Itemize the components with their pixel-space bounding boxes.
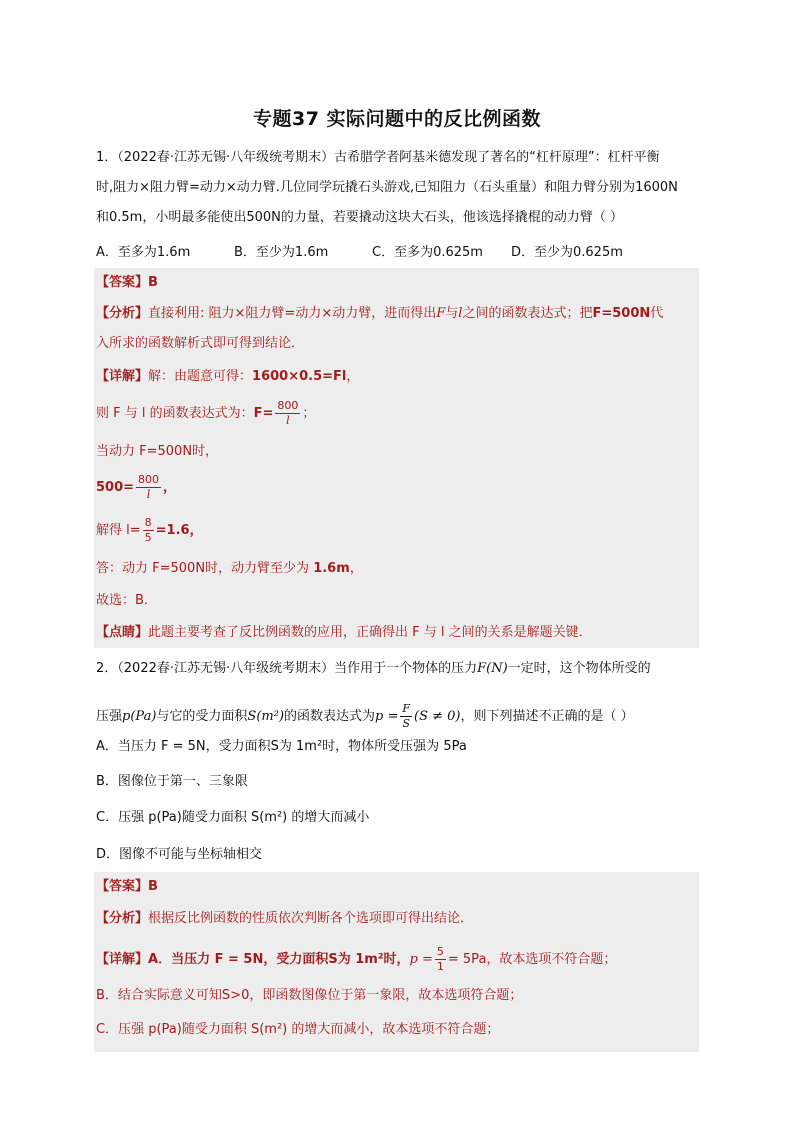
detail-result: 1.6m bbox=[313, 561, 350, 576]
q1-analysis-line-2: 入所求的函数解析式即可得到结论． bbox=[96, 336, 305, 351]
q1-detail-line-4 bbox=[96, 473, 176, 502]
fraction-denominator: S bbox=[402, 717, 410, 730]
q2-formula-lhs: p = bbox=[375, 709, 399, 724]
detail-text: 答：动力 F=500N时，动力臂至少为 bbox=[96, 561, 314, 576]
q2-stem-text: 2．（2022春·江苏无锡·八年级统考期末）当作用于一个物体的压力 bbox=[96, 661, 478, 676]
q1-stem-line-3: 和0.5m，小明最多能使出500N的力量，若要撬动这块大石头，他该选择撬棍的动力臂（ ） bbox=[96, 210, 624, 225]
detail-text: = 5Pa，故本选项不符合题； bbox=[447, 952, 617, 967]
q2-option-d: D．图像不可能与坐标轴相交 bbox=[96, 847, 263, 862]
analysis-text: 直接利用: 阻力×阻力臂=动力×动力臂，进而得出 bbox=[148, 306, 437, 321]
fraction-8-over-5 bbox=[143, 516, 154, 545]
detail-lhs: p = bbox=[409, 952, 433, 967]
q1-detail-line-1 bbox=[96, 368, 359, 386]
detail-equation: 1600×0.5=Fl bbox=[252, 369, 347, 384]
q1-detail-line-7: 故选：B． bbox=[96, 593, 157, 608]
q2-option-b: B．图像位于第一、三象限 bbox=[96, 774, 248, 789]
q2-stem-text: 的函数表达式为 bbox=[284, 709, 376, 724]
q2-pressure-symbol: p(Pa) bbox=[122, 709, 157, 724]
detail-text: ； bbox=[302, 406, 316, 421]
fraction-f-over-s bbox=[400, 702, 412, 731]
fraction-denominator: l bbox=[286, 414, 290, 427]
analysis-tag: 【分析】 bbox=[96, 911, 149, 926]
analysis-text: 根据反比例函数的性质依次判断各个选项即可得出结论． bbox=[148, 911, 474, 926]
q1-analysis-line-1 bbox=[96, 305, 663, 323]
analysis-text: 代 bbox=[650, 306, 664, 321]
q2-stem-text: ，则下列描述不正确的是（ ） bbox=[460, 709, 634, 724]
q1-option-a: A．至多为1.6m bbox=[96, 245, 191, 260]
fraction-5-over-1 bbox=[435, 945, 446, 974]
detail-result: =1.6， bbox=[155, 523, 203, 538]
q2-answer bbox=[96, 878, 158, 896]
fraction-800-over-l bbox=[136, 473, 161, 502]
q2-option-a: A．当压力 F = 5N，受力面积S为 1m²时，物体所受压强为 5Pa bbox=[96, 739, 467, 754]
q2-option-c: C．压强 p(Pa)随受力面积 S(m²) 的增大而减小 bbox=[96, 810, 370, 825]
q2-formula-condition: (S ≠ 0) bbox=[414, 709, 461, 724]
comment-tag: 【点睛】 bbox=[96, 625, 149, 640]
q1-detail-line-6 bbox=[96, 560, 363, 578]
analysis-text: 之间的函数表达式；把 bbox=[462, 306, 593, 321]
q1-detail-line-5 bbox=[96, 516, 203, 545]
analysis-var-l: l bbox=[458, 306, 463, 321]
fraction-numerator: F bbox=[402, 702, 411, 715]
answer-value: B bbox=[148, 879, 158, 894]
q2-stem-text: 与它的受力面积 bbox=[156, 709, 248, 724]
page-title: 专题37 实际问题中的反比例函数 bbox=[252, 108, 542, 130]
fraction-numerator: 800 bbox=[277, 399, 299, 412]
q2-stem-line-1 bbox=[96, 660, 651, 678]
q1-option-c: C．至多为0.625m bbox=[372, 245, 483, 260]
fraction-numerator: 800 bbox=[138, 473, 160, 486]
q2-detail-line-c: C．压强 p(Pa)随受力面积 S(m²) 的增大而减小，故本选项不符合题； bbox=[96, 1022, 500, 1037]
fraction-800-over-l bbox=[275, 399, 300, 428]
analysis-equation: F=500N bbox=[592, 306, 651, 321]
q2-stem-line-2 bbox=[96, 702, 634, 731]
answer-tag: 【答案】 bbox=[96, 275, 149, 290]
detail-lhs: F= bbox=[253, 406, 274, 421]
q1-comment bbox=[96, 624, 592, 642]
q2-detail-line-b: B．结合实际意义可知S>0，即函数图像位于第一象限，故本选项符合题； bbox=[96, 988, 523, 1003]
fraction-denominator: 1 bbox=[436, 960, 444, 973]
detail-text: 解：由题意可得： bbox=[148, 369, 253, 384]
detail-text: ， bbox=[163, 480, 177, 495]
detail-text: 解得 l= bbox=[96, 523, 141, 538]
analysis-text: 与 bbox=[445, 306, 459, 321]
q2-analysis bbox=[96, 910, 473, 928]
q2-area-symbol: S(m²) bbox=[247, 709, 285, 724]
q2-force-symbol: F(N) bbox=[477, 661, 508, 676]
detail-lhs: 500= bbox=[96, 480, 135, 495]
detail-text: A．当压力 F = 5N，受力面积S为 1m²时， bbox=[148, 952, 410, 967]
fraction-denominator: l bbox=[146, 488, 151, 501]
fraction-denominator: 5 bbox=[144, 531, 152, 544]
q1-stem-line-1: 1．（2022春·江苏无锡·八年级统考期末）古希腊学者阿基米德发现了著名的“杠杆原理”：杠杆平衡 bbox=[96, 150, 660, 165]
fraction-numerator: 8 bbox=[144, 516, 152, 529]
analysis-var-f: F bbox=[436, 306, 446, 321]
detail-tag: 【详解】 bbox=[96, 369, 149, 384]
analysis-tag: 【分析】 bbox=[96, 306, 149, 321]
detail-text: 则 F 与 l 的函数表达式为： bbox=[96, 406, 254, 421]
q2-stem-text: 压强 bbox=[96, 709, 123, 724]
detail-text: ， bbox=[349, 561, 363, 576]
answer-value: B bbox=[148, 275, 158, 290]
q1-detail-line-3: 当动力 F=500N时， bbox=[96, 444, 219, 459]
q1-detail-line-2 bbox=[96, 399, 315, 428]
detail-tag: 【详解】 bbox=[96, 952, 149, 967]
detail-text: ， bbox=[346, 369, 360, 384]
fraction-numerator: 5 bbox=[436, 945, 444, 958]
answer-tag: 【答案】 bbox=[96, 879, 149, 894]
q1-answer bbox=[96, 274, 158, 292]
q1-stem-line-2: 时,阻力×阻力臂=动力×动力臂.几位同学玩撬石头游戏,已知阻力（石头重量）和阻力臂分别为1600N bbox=[96, 180, 678, 195]
q2-stem-text: 一定时，这个物体所受的 bbox=[507, 661, 651, 676]
q1-option-b: B．至少为1.6m bbox=[234, 245, 329, 260]
q2-detail-line-a bbox=[96, 945, 616, 974]
comment-text: 此题主要考查了反比例函数的应用，正确得出 F 与 l 之间的关系是解题关键． bbox=[148, 625, 592, 640]
q1-option-d: D．至少为0.625m bbox=[511, 245, 623, 260]
